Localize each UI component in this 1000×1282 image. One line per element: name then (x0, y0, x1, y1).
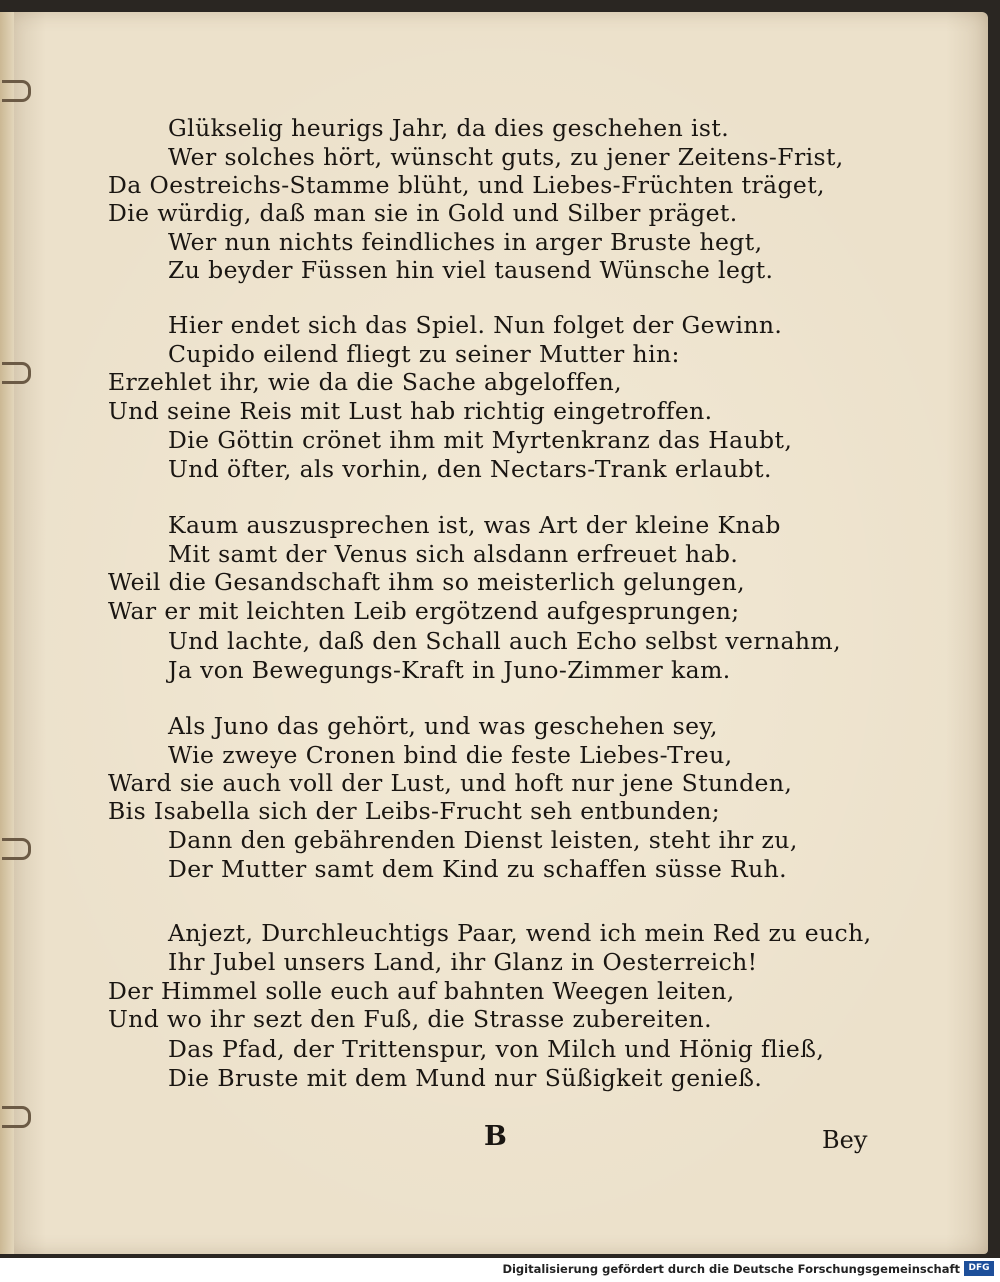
binding-stitch (2, 362, 31, 384)
poem-line: Weil die Gesandschaft ihm so meisterlich gelungen, (108, 568, 746, 596)
digitization-footer (0, 1258, 1000, 1282)
poem-line: Ward sie auch voll der Lust, und hoft nur jene Stunden, (108, 769, 793, 797)
binding-stitch (2, 1106, 31, 1128)
poem-line: Hier endet sich das Spiel. Nun folget der Gewinn. (168, 311, 783, 339)
poem-line: Anjezt, Durchleuchtigs Paar, wend ich mein Red zu euch, (168, 919, 872, 947)
poem-line: Dann den gebährenden Dienst leisten, steht ihr zu, (168, 826, 798, 854)
poem-line: Der Mutter samt dem Kind zu schaffen süsse Ruh. (168, 855, 788, 883)
binding-stitch (2, 838, 31, 860)
binding-stitch (2, 80, 31, 102)
poem-line: Wer solches hört, wünscht guts, zu jener Zeitens-Frist, (168, 143, 844, 171)
poem-line: Cupido eilend fliegt zu seiner Mutter hin: (168, 340, 680, 368)
dfg-logo-icon: DFG (964, 1261, 994, 1276)
poem-line: Das Pfad, der Trittenspur, von Milch und Hönig fließ, (168, 1035, 825, 1063)
poem-line: Die würdig, daß man sie in Gold und Silber präget. (108, 199, 738, 227)
poem-line: Mit samt der Venus sich alsdann erfreuet hab. (168, 540, 739, 568)
poem-line: Und öfter, als vorhin, den Nectars-Trank erlaubt. (168, 455, 772, 483)
poem-line: Und wo ihr sezt den Fuß, die Strasse zubereiten. (108, 1005, 712, 1033)
page-binding-edge (0, 12, 14, 1254)
poem-line: Wie zweye Cronen bind die feste Liebes-Treu, (168, 741, 733, 769)
poem-line: Da Oestreichs-Stamme blüht, und Liebes-Früchten träget, (108, 171, 825, 199)
poem-line: Und lachte, daß den Schall auch Echo selbst vernahm, (168, 627, 841, 655)
poem-line: Kaum auszusprechen ist, was Art der kleine Knab (168, 511, 781, 539)
poem-line: Der Himmel solle euch auf bahnten Weegen leiten, (108, 977, 735, 1005)
poem-line: Ja von Bewegungs-Kraft in Juno-Zimmer kam. (168, 656, 731, 684)
catchword: Bey (822, 1126, 868, 1154)
poem-line: Die Bruste mit dem Mund nur Süßigkeit genieß. (168, 1064, 763, 1092)
poem-line: Glükselig heurigs Jahr, da dies geschehen ist. (168, 114, 730, 142)
poem-line: Erzehlet ihr, wie da die Sache abgeloffen, (108, 368, 623, 396)
poem-line: War er mit leichten Leib ergötzend aufgesprungen; (108, 597, 740, 625)
poem-line: Bis Isabella sich der Leibs-Frucht seh entbunden; (108, 797, 721, 825)
footer-credit: Digitalisierung gefördert durch die Deutsche Forschungsgemeinschaft (502, 1262, 960, 1276)
poem-line: Und seine Reis mit Lust hab richtig eingetroffen. (108, 397, 713, 425)
signature-mark: B (484, 1121, 507, 1152)
poem-line: Als Juno das gehört, und was geschehen sey, (168, 712, 718, 740)
poem-line: Die Göttin crönet ihm mit Myrtenkranz das Haubt, (168, 426, 793, 454)
poem-line: Wer nun nichts feindliches in arger Bruste hegt, (168, 228, 763, 256)
poem-line: Zu beyder Füssen hin viel tausend Wünsche legt. (168, 256, 774, 284)
poem-line: Ihr Jubel unsers Land, ihr Glanz in Oesterreich! (168, 948, 758, 976)
